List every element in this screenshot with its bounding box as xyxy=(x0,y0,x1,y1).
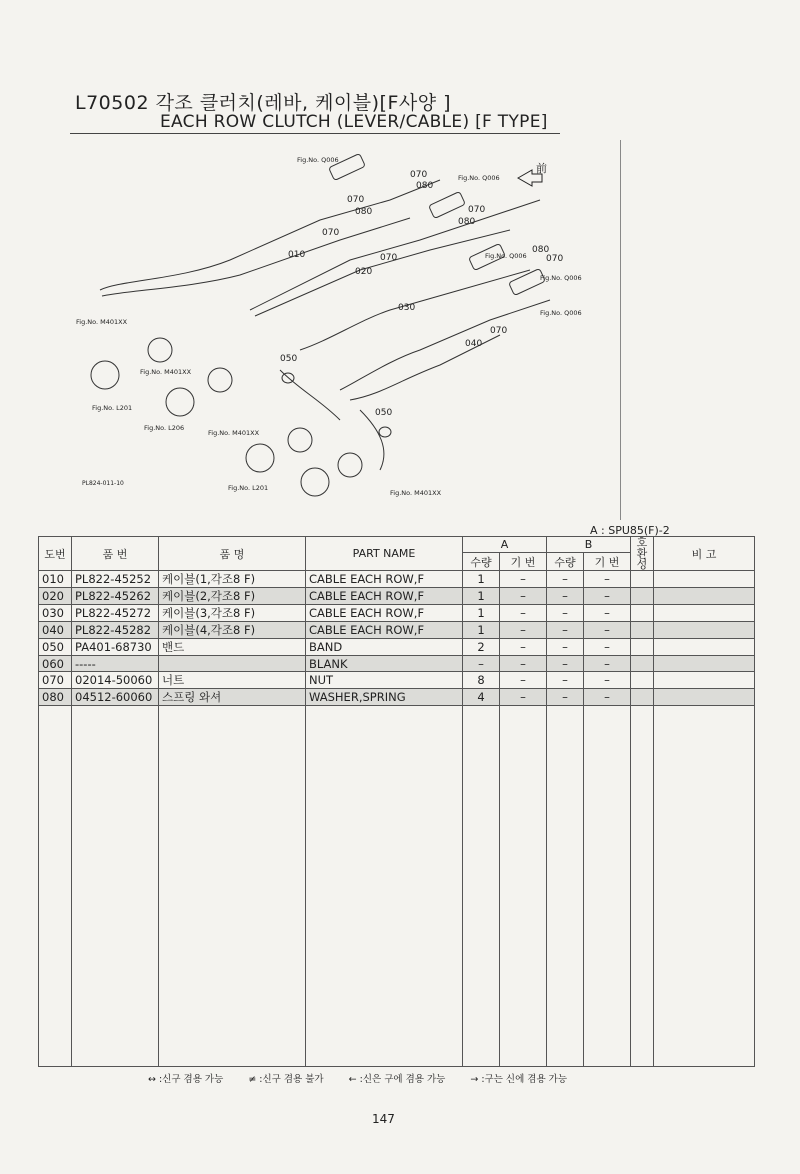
row-part-name: WASHER,SPRING xyxy=(306,689,463,706)
drawing-code: PL824-011-10 xyxy=(82,480,124,487)
row-part-name: CABLE EACH ROW,F xyxy=(306,588,463,605)
callout-050: 050 xyxy=(375,408,393,418)
row-part-no: PA401-68730 xyxy=(72,639,159,656)
callout-figno: Fig.No. Q006 xyxy=(485,252,527,260)
row-part-no: PL822-45252 xyxy=(72,571,159,588)
row-b-base: – xyxy=(584,689,631,706)
row-no: 040 xyxy=(39,622,72,639)
row-part-no: 04512-60060 xyxy=(72,689,159,706)
callout-figno: Fig.No. L206 xyxy=(144,424,185,432)
legend-item: ↔ :신구 겸용 가능 xyxy=(148,1074,224,1085)
row-interchange xyxy=(631,689,654,706)
callout-figno: Fig.No. L201 xyxy=(92,404,133,412)
row-remarks xyxy=(654,672,755,689)
empty-cell xyxy=(306,706,463,1067)
row-name-ko: 케이블(4,각조8 F) xyxy=(159,622,306,639)
exploded-parts-diagram xyxy=(60,140,620,520)
row-a-qty: 1 xyxy=(463,622,500,639)
legend-item: ← :신은 구에 겸용 가능 xyxy=(348,1074,446,1085)
row-b-base: – xyxy=(584,588,631,605)
row-no: 050 xyxy=(39,639,72,656)
row-a-base: – xyxy=(500,605,547,622)
callout-080: 080 xyxy=(416,181,434,191)
table-row xyxy=(39,605,755,622)
table-row xyxy=(39,689,755,706)
row-b-base: – xyxy=(584,605,631,622)
row-part-name: CABLE EACH ROW,F xyxy=(306,571,463,588)
callout-030: 030 xyxy=(398,303,416,313)
callout-figno: Fig.No. M401XX xyxy=(140,368,192,376)
row-part-no: 02014-50060 xyxy=(72,672,159,689)
callout-070: 070 xyxy=(347,195,365,205)
row-remarks xyxy=(654,656,755,672)
callout-080: 080 xyxy=(458,217,476,227)
row-a-qty: – xyxy=(463,656,500,672)
page-number: 147 xyxy=(372,1112,395,1126)
col-header-a-qty: 수량 xyxy=(463,553,500,571)
table-row xyxy=(39,571,755,588)
page-title-english: EACH ROW CLUTCH (LEVER/CABLE) [F TYPE] xyxy=(160,112,548,132)
row-a-base: – xyxy=(500,656,547,672)
row-b-qty: – xyxy=(547,588,584,605)
callout-figno: Fig.No. Q006 xyxy=(540,309,582,317)
callout-050: 050 xyxy=(280,354,298,364)
row-part-no: PL822-45272 xyxy=(72,605,159,622)
page-title-korean: L70502 각조 클러치(레바, 케이블)[F사양 ] xyxy=(75,92,452,114)
row-part-name: CABLE EACH ROW,F xyxy=(306,605,463,622)
table-row xyxy=(39,672,755,689)
legend-item: → :구는 신에 겸용 가능 xyxy=(470,1074,567,1085)
row-a-base: – xyxy=(500,571,547,588)
row-remarks xyxy=(654,605,755,622)
row-part-name: BAND xyxy=(306,639,463,656)
row-part-no: PL822-45262 xyxy=(72,588,159,605)
row-name-ko xyxy=(159,656,306,672)
row-a-base: – xyxy=(500,622,547,639)
empty-cell xyxy=(584,706,631,1067)
col-header-interchange: 호환성 xyxy=(631,537,654,571)
col-header-remarks: 비 고 xyxy=(654,537,755,571)
table-row xyxy=(39,622,755,639)
row-no: 030 xyxy=(39,605,72,622)
row-a-qty: 1 xyxy=(463,571,500,588)
row-no: 060 xyxy=(39,656,72,672)
table-empty-area xyxy=(39,706,755,1067)
callout-figno: Fig.No. Q006 xyxy=(458,174,500,182)
callout-figno: Fig.No. Q006 xyxy=(540,274,582,282)
row-name-ko: 너트 xyxy=(159,672,306,689)
row-b-qty: – xyxy=(547,689,584,706)
row-no: 020 xyxy=(39,588,72,605)
row-interchange xyxy=(631,571,654,588)
col-header-part-name: PART NAME xyxy=(306,537,463,571)
callout-080: 080 xyxy=(355,207,373,217)
row-remarks xyxy=(654,639,755,656)
callout-070: 070 xyxy=(380,253,398,263)
table-row xyxy=(39,656,755,672)
row-interchange xyxy=(631,605,654,622)
front-label: 前 xyxy=(536,162,547,175)
row-no: 080 xyxy=(39,689,72,706)
row-a-qty: 1 xyxy=(463,588,500,605)
callout-010: 010 xyxy=(288,250,306,260)
row-interchange xyxy=(631,588,654,605)
row-part-no: PL822-45282 xyxy=(72,622,159,639)
row-a-qty: 4 xyxy=(463,689,500,706)
row-a-base: – xyxy=(500,639,547,656)
row-part-name: NUT xyxy=(306,672,463,689)
callout-070: 070 xyxy=(546,254,564,264)
col-header-group-b: B xyxy=(547,537,631,553)
row-interchange xyxy=(631,672,654,689)
row-a-base: – xyxy=(500,588,547,605)
callout-figno: Fig.No. M401XX xyxy=(390,489,442,497)
parts-table xyxy=(38,536,755,1067)
row-b-base: – xyxy=(584,656,631,672)
row-b-base: – xyxy=(584,639,631,656)
row-interchange xyxy=(631,656,654,672)
callout-070: 070 xyxy=(468,205,486,215)
row-interchange xyxy=(631,622,654,639)
empty-cell xyxy=(463,706,500,1067)
row-a-qty: 1 xyxy=(463,605,500,622)
row-part-name: BLANK xyxy=(306,656,463,672)
row-remarks xyxy=(654,622,755,639)
empty-cell xyxy=(500,706,547,1067)
row-name-ko: 밴드 xyxy=(159,639,306,656)
callout-070: 070 xyxy=(322,228,340,238)
row-b-qty: – xyxy=(547,571,584,588)
col-header-group-a: A xyxy=(463,537,547,553)
row-b-qty: – xyxy=(547,672,584,689)
callout-figno: Fig.No. M401XX xyxy=(208,429,260,437)
row-name-ko: 케이블(2,각조8 F) xyxy=(159,588,306,605)
empty-cell xyxy=(547,706,584,1067)
callout-070: 070 xyxy=(410,170,428,180)
row-interchange xyxy=(631,639,654,656)
col-header-b-base: 기 번 xyxy=(584,553,631,571)
empty-cell xyxy=(72,706,159,1067)
callout-020: 020 xyxy=(355,267,373,277)
row-b-base: – xyxy=(584,571,631,588)
row-no: 010 xyxy=(39,571,72,588)
table-row xyxy=(39,588,755,605)
table-row xyxy=(39,639,755,656)
row-b-qty: – xyxy=(547,622,584,639)
row-a-base: – xyxy=(500,689,547,706)
row-b-base: – xyxy=(584,622,631,639)
interchange-legend xyxy=(148,1071,589,1085)
empty-cell xyxy=(654,706,755,1067)
empty-cell xyxy=(631,706,654,1067)
row-no: 070 xyxy=(39,672,72,689)
legend-item: ≠ :신구 겸용 불가 xyxy=(248,1074,324,1085)
row-a-qty: 2 xyxy=(463,639,500,656)
row-remarks xyxy=(654,689,755,706)
page-border-line xyxy=(620,140,621,520)
row-part-no: ----- xyxy=(72,656,159,672)
row-remarks xyxy=(654,588,755,605)
col-header-b-qty: 수량 xyxy=(547,553,584,571)
row-a-base: – xyxy=(500,672,547,689)
callout-figno: Fig.No. M401XX xyxy=(76,318,128,326)
row-b-qty: – xyxy=(547,605,584,622)
parts-table-body xyxy=(39,571,755,1067)
callout-040: 040 xyxy=(465,339,483,349)
row-name-ko: 케이블(1,각조8 F) xyxy=(159,571,306,588)
callout-figno: Fig.No. Q006 xyxy=(297,156,339,164)
col-header-part-no: 품 번 xyxy=(72,537,159,571)
empty-cell xyxy=(39,706,72,1067)
callout-figno: Fig.No. L201 xyxy=(228,484,269,492)
callout-070: 070 xyxy=(490,326,508,336)
col-header-name-ko: 품 명 xyxy=(159,537,306,571)
row-name-ko: 스프링 와셔 xyxy=(159,689,306,706)
model-label: A : SPU85(F)-2 xyxy=(590,524,670,537)
row-remarks xyxy=(654,571,755,588)
row-b-qty: – xyxy=(547,639,584,656)
row-part-name: CABLE EACH ROW,F xyxy=(306,622,463,639)
row-b-qty: – xyxy=(547,656,584,672)
row-a-qty: 8 xyxy=(463,672,500,689)
col-header-a-base: 기 번 xyxy=(500,553,547,571)
col-header-no: 도번 xyxy=(39,537,72,571)
title-underline xyxy=(70,133,560,134)
empty-cell xyxy=(159,706,306,1067)
row-b-base: – xyxy=(584,672,631,689)
row-name-ko: 케이블(3,각조8 F) xyxy=(159,605,306,622)
callout-080: 080 xyxy=(532,245,550,255)
